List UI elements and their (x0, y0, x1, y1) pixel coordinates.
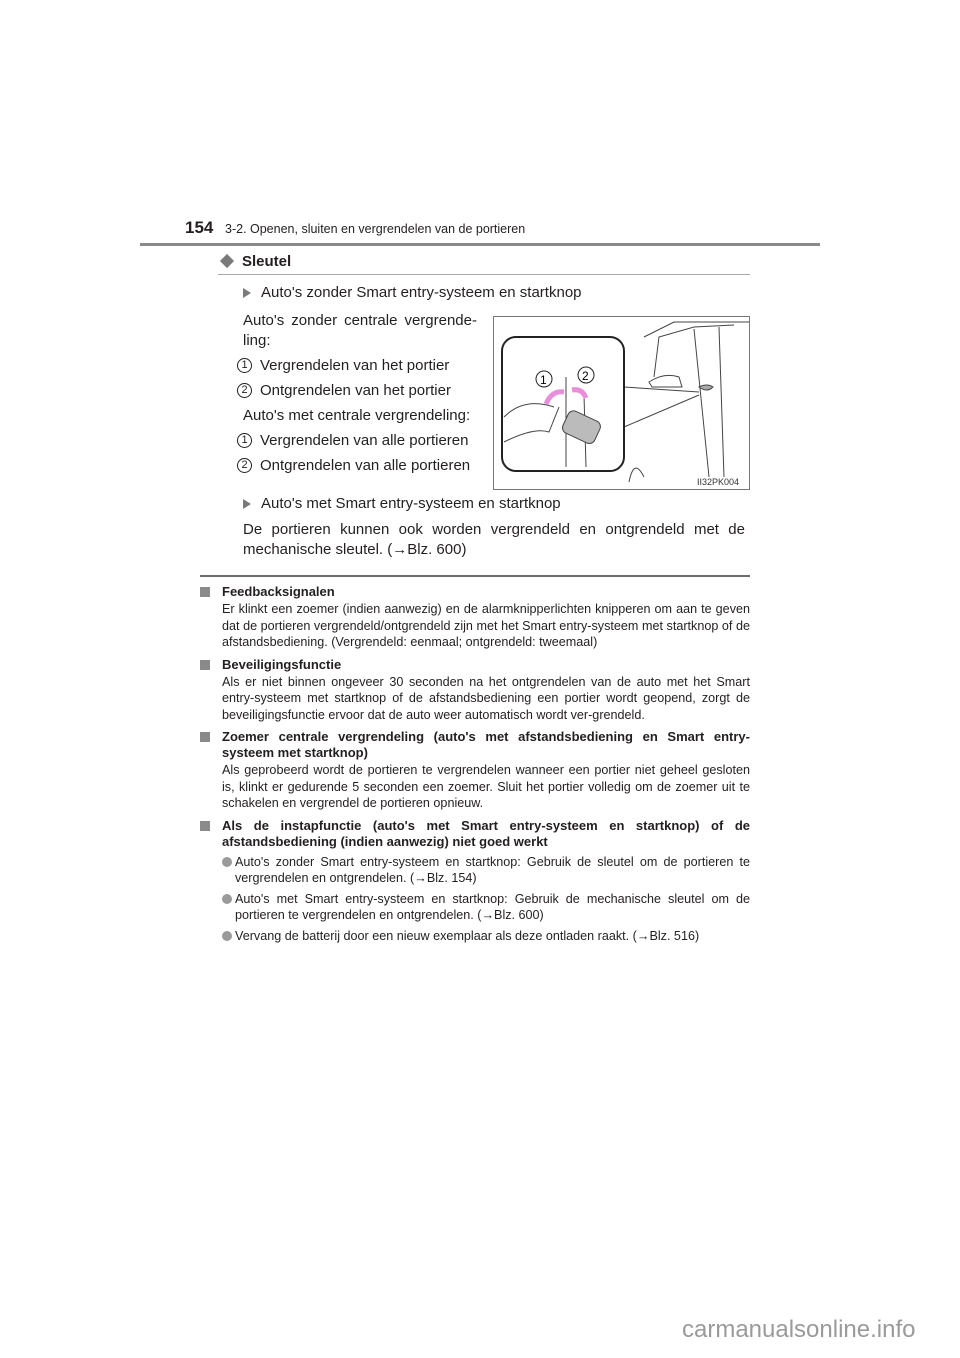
section-title: Sleutel (242, 253, 292, 270)
bullet-item: Auto's zonder Smart entry-systeem en startknop: Gebruik de sleutel om de portieren te vergrendelen en ontgrendelen. (→Blz. 154) (200, 854, 750, 887)
list-item (237, 382, 451, 399)
note-heading: Beveiligingsfunctie (200, 657, 750, 673)
section-divider (218, 274, 750, 275)
list-item-text: Ontgrendelen van alle portieren (260, 457, 471, 474)
number-badge: 1 (237, 433, 252, 448)
square-bullet-icon (200, 821, 210, 831)
subsection-label: Auto's zonder Smart entry-systeem en startknop (261, 284, 582, 301)
list-item (237, 357, 449, 374)
header-divider (140, 243, 820, 246)
list-item-text: Vergrendelen van het portier (260, 357, 450, 374)
page-number: 154 (185, 218, 214, 237)
note-body: Als er niet binnen ongeveer 30 seconden na het ontgrendelen van de auto met het Smart entry-systeem met startknop of de afstandsbediening een portier wordt geopend, zorgt de beveiligingsfunctie ervoor dat de auto weer automatisch wordt ver-grendeld. (222, 674, 750, 722)
key-illustration (493, 316, 750, 490)
figure-code: II32PK004 (697, 477, 740, 487)
number-badge: 2 (237, 458, 252, 473)
callout-2: 2 (582, 369, 589, 383)
list-item (237, 457, 470, 474)
intro-text: Auto's zonder centrale vergrende-ling: (243, 312, 477, 349)
intro-text: Auto's met centrale vergrendeling: (243, 407, 471, 424)
triangle-icon (243, 499, 251, 509)
subsection-heading (243, 495, 561, 512)
body-text: De portieren kunnen ook worden vergrendeld en ontgrendeld met de mechanische sleutel. (→Blz. 600) (243, 521, 745, 558)
square-bullet-icon (200, 732, 210, 742)
circle-bullet-icon (222, 857, 232, 867)
list-item (237, 432, 468, 449)
subsection-label: Auto's met Smart entry-systeem en startknop (261, 495, 561, 512)
note-heading: Feedbacksignalen (200, 584, 750, 600)
car-door-key-drawing (494, 317, 749, 489)
list-item-text: Vergrendelen van alle portieren (260, 432, 469, 449)
subsection-heading (243, 284, 582, 301)
bullet-item: Auto's met Smart entry-systeem en startknop: Gebruik de mechanische sleutel om de portieren te vergrendelen en ontgrendelen. (→Blz. 600) (200, 891, 750, 924)
square-bullet-icon (200, 587, 210, 597)
watermark: carmanualsonline.info (682, 1316, 916, 1343)
note-body: Als geprobeerd wordt de portieren te vergrendelen wanneer een portier niet geheel gesloten is, klinkt er gedurende 5 seconden een zoemer. Sluit het portier volledig om de zoemer uit te schakelen en vergrendel de portieren opnieuw. (222, 763, 750, 810)
chapter-title: 3-2. Openen, sluiten en vergrendelen van de portieren (225, 222, 526, 236)
circle-bullet-icon (222, 931, 232, 941)
bullet-item: Vervang de batterij door een nieuw exemplaar als deze ontladen raakt. (→Blz. 516) (200, 928, 750, 945)
note-heading: Zoemer centrale vergrendeling (auto's met afstandsbediening en Smart entry-systeem met startknop) (200, 729, 750, 761)
square-bullet-icon (200, 660, 210, 670)
note-heading: Als de instapfunctie (auto's met Smart entry-systeem en startknop) of de afstandsbediening (indien aanwezig) niet goed werkt (200, 818, 750, 850)
number-badge: 2 (237, 383, 252, 398)
number-badge: 1 (237, 358, 252, 373)
note-body: Er klinkt een zoemer (indien aanwezig) en de alarmknipperlichten knipperen om aan te geven dat de portieren vergrendeld/ontgrendeld zijn met het Smart entry-systeem met startknop of de afstandsbediening. (Vergrendeld: eenmaal; ontgrendeld: tweemaal) (222, 602, 750, 649)
notes-section (200, 584, 750, 948)
diamond-icon (220, 254, 234, 268)
circle-bullet-icon (222, 894, 232, 904)
callout-1: 1 (540, 373, 547, 387)
notes-divider (200, 575, 750, 577)
list-item-text: Ontgrendelen van het portier (260, 382, 451, 399)
triangle-icon (243, 288, 251, 298)
